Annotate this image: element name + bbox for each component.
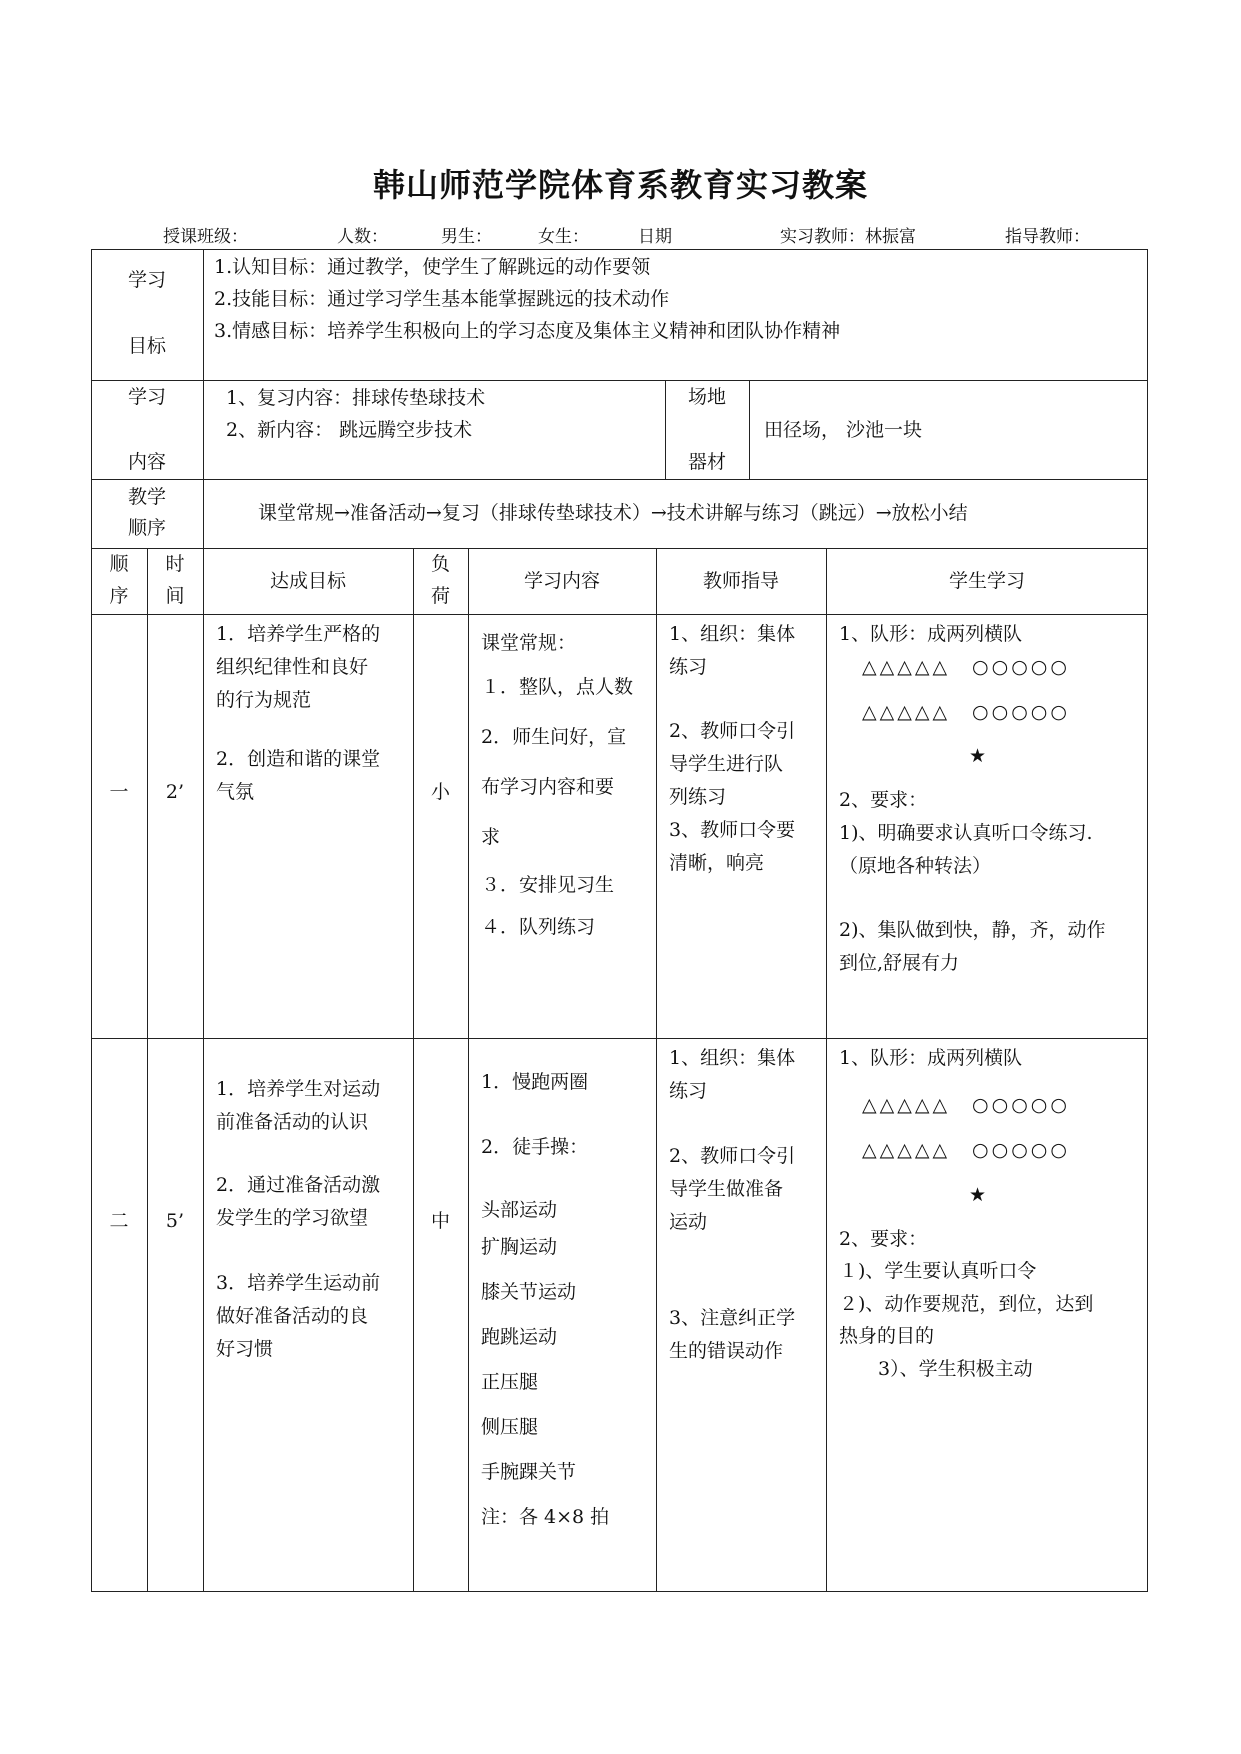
content-line: １．整队，点人数: [481, 676, 634, 698]
female-label: 女生：: [538, 227, 589, 247]
col-student: 学生学习: [948, 570, 1025, 592]
row-load: 中: [430, 1210, 450, 1232]
col-time-top: 时: [165, 553, 185, 575]
student-req-line: 2)、集队做到快，静，齐，动作: [839, 919, 1106, 941]
teacher-line: 运动: [669, 1211, 708, 1233]
teacher-line: 导学生进行队: [669, 753, 784, 775]
student-req-line: １)、学生要认真听口令: [839, 1260, 1037, 1282]
date-label: 日期: [638, 227, 672, 247]
goals-label-top: 学习: [127, 269, 166, 291]
goal-item: 3.情感目标：培养学生积极向上的学习态度及集体主义精神和团队协作精神: [214, 320, 841, 342]
content-line: 正压腿: [481, 1371, 539, 1393]
col-order-top: 顺: [109, 553, 129, 575]
row-load: 小: [430, 781, 450, 803]
grid-line: [91, 380, 1148, 381]
content-line: 布学习内容和要: [481, 776, 615, 798]
page-title: 韩山师范学院体育系教育实习教案: [372, 166, 868, 204]
formation-line: △△△△△ ○○○○○: [862, 1139, 1070, 1161]
student-req-line: （原地各种转法）: [839, 855, 992, 877]
content-line: 跑跳运动: [481, 1326, 558, 1348]
goal-line: 发学生的学习欲望: [216, 1207, 369, 1229]
grid-line: [91, 479, 1148, 480]
teacher-line: 1、组织：集体: [669, 623, 796, 645]
content-line: 扩胸运动: [481, 1236, 558, 1258]
student-req-line: 1)、明确要求认真听口令练习.: [839, 822, 1093, 844]
venue-text: 田径场， 沙池一块: [764, 419, 923, 441]
grid-line: [91, 1038, 1148, 1039]
content-item: 1、复习内容：排球传垫球技术: [226, 387, 486, 409]
content-line: 2．师生问好，宣: [481, 726, 627, 748]
col-order-bottom: 序: [109, 585, 129, 607]
col-load-bottom: 荷: [430, 585, 450, 607]
goal-item: 1.认知目标：通过教学，使学生了解跳远的动作要领: [214, 256, 651, 278]
content-line: 求: [481, 826, 501, 848]
grid-line: [91, 614, 1148, 615]
venue-label-top: 场地: [687, 386, 726, 408]
goal-line: 2．通过准备活动激: [216, 1174, 381, 1196]
content-line: 头部运动: [481, 1199, 558, 1221]
content-label-top: 学习: [127, 386, 166, 408]
col-teacher: 教师指导: [702, 570, 779, 592]
count-label: 人数：: [337, 227, 388, 247]
formation-line: △△△△△ ○○○○○: [862, 701, 1070, 723]
sequence-text: 课堂常规→准备活动→复习（排球传垫球技术）→技术讲解与练习（跳远）→放松小结: [258, 502, 968, 524]
teacher-line: 清晰，响亮: [669, 852, 765, 874]
student-req-line: 3）、学生积极主动: [878, 1358, 1033, 1380]
grid-line: [147, 548, 148, 1592]
col-goal: 达成目标: [269, 570, 346, 592]
star-icon: ★: [969, 745, 987, 767]
student-req-line: 热身的目的: [839, 1325, 935, 1347]
content-line: ３．安排见习生: [481, 874, 615, 896]
goal-line: 1．培养学生严格的: [216, 623, 381, 645]
teacher-line: 3、注意纠正学: [669, 1307, 796, 1329]
grid-line: [203, 548, 204, 1592]
goal-line: 组织纪律性和良好: [216, 656, 369, 678]
teacher-line: 3、教师口令要: [669, 819, 796, 841]
content-line: 课堂常规：: [481, 632, 577, 654]
content-line: 侧压腿: [481, 1416, 539, 1438]
goal-item: 2.技能目标：通过学习学生基本能掌握跳远的技术动作: [214, 288, 670, 310]
grid-line: [656, 548, 657, 1592]
grid-line: [91, 548, 1148, 549]
teacher-line: 练习: [669, 656, 708, 678]
content-line: 手腕踝关节: [481, 1461, 577, 1483]
row-time: 5’: [165, 1210, 185, 1232]
student-req-line: 到位,舒展有力: [839, 952, 960, 974]
goal-line: 3．培养学生运动前: [216, 1272, 381, 1294]
col-content: 学习内容: [523, 570, 600, 592]
teacher-line: 导学生做准备: [669, 1178, 784, 1200]
content-item: 2、新内容： 跳远腾空步技术: [226, 419, 473, 441]
teacher-line: 1、组织：集体: [669, 1047, 796, 1069]
grid-line: [413, 548, 414, 1592]
content-line: 注：各 4×8 拍: [481, 1506, 610, 1528]
student-requirements: 2、要求：: [839, 789, 928, 811]
student-requirements: 2、要求：: [839, 1228, 928, 1250]
goal-line: 的行为规范: [216, 689, 312, 711]
sequence-label-bottom: 顺序: [127, 517, 166, 539]
goal-line: 做好准备活动的良: [216, 1305, 369, 1327]
goal-line: 1．培养学生对运动: [216, 1078, 381, 1100]
class-label: 授课班级：: [163, 227, 248, 247]
row-order: 一: [109, 781, 129, 803]
col-load-top: 负: [430, 553, 450, 575]
content-line: ４．队列练习: [481, 916, 596, 938]
content-line: 2．徒手操：: [481, 1136, 589, 1158]
grid-line: [749, 380, 750, 479]
goal-line: 气氛: [216, 781, 255, 803]
teacher-line: 生的错误动作: [669, 1340, 784, 1362]
formation-line: △△△△△ ○○○○○: [862, 656, 1070, 678]
venue-label-bottom: 器材: [687, 451, 726, 473]
male-label: 男生：: [441, 227, 492, 247]
formation-line: △△△△△ ○○○○○: [862, 1094, 1070, 1116]
advisor-label: 指导教师：: [1005, 227, 1090, 247]
student-formation: 1、队形：成两列横队: [839, 623, 1023, 645]
goal-line: 2．创造和谐的课堂: [216, 748, 381, 770]
intern-teacher: 实习教师：林振富: [780, 227, 916, 247]
col-time-bottom: 间: [165, 585, 185, 607]
content-line: 1．慢跑两圈: [481, 1071, 589, 1093]
grid-line: [826, 548, 827, 1592]
teacher-line: 2、教师口令引: [669, 1145, 796, 1167]
row-order: 二: [109, 1210, 129, 1232]
goals-label-bottom: 目标: [127, 335, 166, 357]
sequence-label-top: 教学: [127, 486, 166, 508]
teacher-line: 列练习: [669, 786, 727, 808]
grid-line: [203, 249, 204, 548]
teacher-line: 2、教师口令引: [669, 720, 796, 742]
content-label-bottom: 内容: [127, 451, 166, 473]
star-icon: ★: [969, 1184, 987, 1206]
row-time: 2’: [165, 781, 185, 803]
student-formation: 1、队形：成两列横队: [839, 1047, 1023, 1069]
teacher-line: 练习: [669, 1080, 708, 1102]
goal-line: 好习惯: [216, 1338, 274, 1360]
grid-line: [468, 548, 469, 1592]
goal-line: 前准备活动的认识: [216, 1111, 369, 1133]
content-line: 膝关节运动: [481, 1281, 577, 1303]
student-req-line: ２)、动作要规范，到位，达到: [839, 1293, 1094, 1315]
